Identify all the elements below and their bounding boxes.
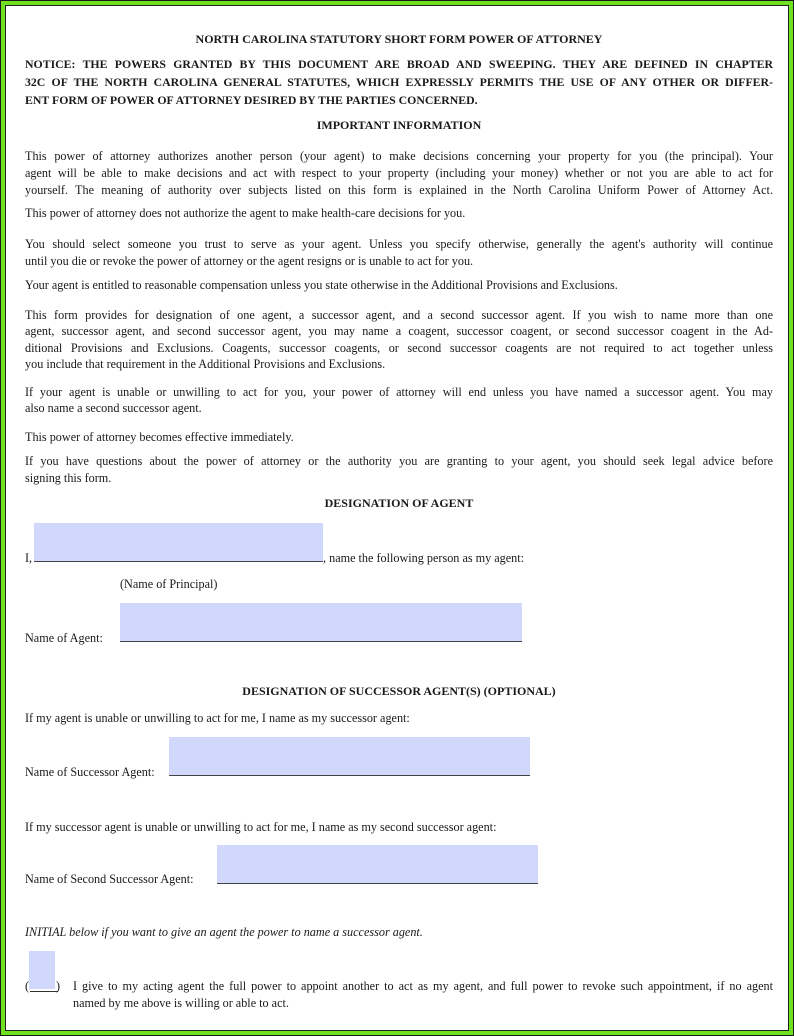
initial-underline: [30, 991, 58, 992]
second-successor-agent-field[interactable]: [217, 845, 538, 884]
important-heading: IMPORTANT INFORMATION: [316, 118, 482, 132]
paragraph-line: If your agent is unable or unwilling to act for you, your power of attorney will end unless you have named a successor agent. You may: [25, 385, 773, 399]
successor-intro: If my agent is unable or unwilling to act for me, I name as my successor agent:: [25, 711, 410, 725]
paragraph-line: also name a second successor agent.: [25, 401, 202, 415]
paragraph-line: agent, successor agent, and second successor agent, you may name a coagent, successor coagent, or second successor coagent in the Ad-: [25, 324, 773, 338]
agent-label: Name of Agent:: [25, 631, 103, 645]
agent-name-field[interactable]: [120, 603, 522, 642]
successor-label: Name of Successor Agent:: [25, 765, 155, 779]
paragraph-line: This power of attorney does not authorize the agent to make health-care decisions for you.: [25, 206, 466, 220]
i-prefix: I,: [25, 551, 33, 565]
paragraph-line: until you die or revoke the power of attorney or the agent resigns or is unable to act for you.: [25, 254, 474, 268]
second-successor-label: Name of Second Successor Agent:: [25, 872, 194, 886]
paragraph-line: signing this form.: [25, 471, 112, 485]
paragraph-line: ditional Provisions and Exclusions. Coagents, successor coagents, or second successor coagents are not required to act together unless: [25, 341, 773, 355]
principal-caption: (Name of Principal): [120, 577, 218, 591]
paragraph-line: yourself. The meaning of authority over subjects listed on this form is explained in the North Carolina Uniform Power of Attorney Act.: [25, 183, 773, 197]
i-suffix: , name the following person as my agent:: [323, 551, 525, 565]
paragraph-line: This power of attorney authorizes another person (your agent) to make decisions concerning your property for you (the principal). Your: [25, 149, 773, 163]
document-page: [5, 5, 789, 1031]
notice-line: NOTICE: THE POWERS GRANTED BY THIS DOCUMENT ARE BROAD AND SWEEPING. THEY ARE DEFINED IN CHAPTER: [25, 57, 773, 71]
principal-name-field[interactable]: [34, 523, 323, 562]
initial-instruction: INITIAL below if you want to give an agent the power to name a successor agent.: [25, 925, 423, 939]
successor-agent-field[interactable]: [169, 737, 530, 776]
initial-text-line: I give to my acting agent the full power to appoint another to act as my agent, and full power to revoke such appointment, if no agent: [73, 979, 773, 993]
initial-field[interactable]: [29, 951, 55, 989]
second-successor-intro: If my successor agent is unable or unwilling to act for me, I name as my second successor agent:: [25, 820, 497, 834]
close-paren: ): [56, 979, 61, 993]
paragraph-line: Your agent is entitled to reasonable compensation unless you state otherwise in the Additional Provisions and Exclusions.: [25, 278, 618, 292]
initial-text-line: named by me above is willing or able to act.: [73, 996, 289, 1010]
paragraph-line: agent will be able to make decisions and act with respect to your property (including your money) whether or not you are able to act for: [25, 166, 773, 180]
paragraph-line: You should select someone you trust to serve as your agent. Unless you specify otherwise, generally the agent's authority will continue: [25, 237, 773, 251]
paragraph-line: you include that requirement in the Additional Provisions and Exclusions.: [25, 357, 386, 371]
paragraph-line: This power of attorney becomes effective immediately.: [25, 430, 294, 444]
document-title: NORTH CAROLINA STATUTORY SHORT FORM POWER OF ATTORNEY: [195, 32, 603, 46]
open-paren: (: [25, 979, 30, 993]
paragraph-line: If you have questions about the power of attorney or the authority you are granting to your agent, you should seek legal advice before: [25, 454, 773, 468]
successor-heading: DESIGNATION OF SUCCESSOR AGENT(S) (OPTIONAL): [242, 684, 556, 698]
paragraph-line: This form provides for designation of one agent, a successor agent, and a second successor agent. If you wish to name more than one: [25, 308, 773, 322]
notice-line: 32C OF THE NORTH CAROLINA GENERAL STATUTES, WHICH EXPRESSLY PERMITS THE USE OF ANY OTHER OR DIFFER-: [25, 75, 773, 89]
notice-line: ENT FORM OF POWER OF ATTORNEY DESIRED BY THE PARTIES CONCERNED.: [25, 93, 478, 107]
designation-heading: DESIGNATION OF AGENT: [324, 496, 474, 510]
